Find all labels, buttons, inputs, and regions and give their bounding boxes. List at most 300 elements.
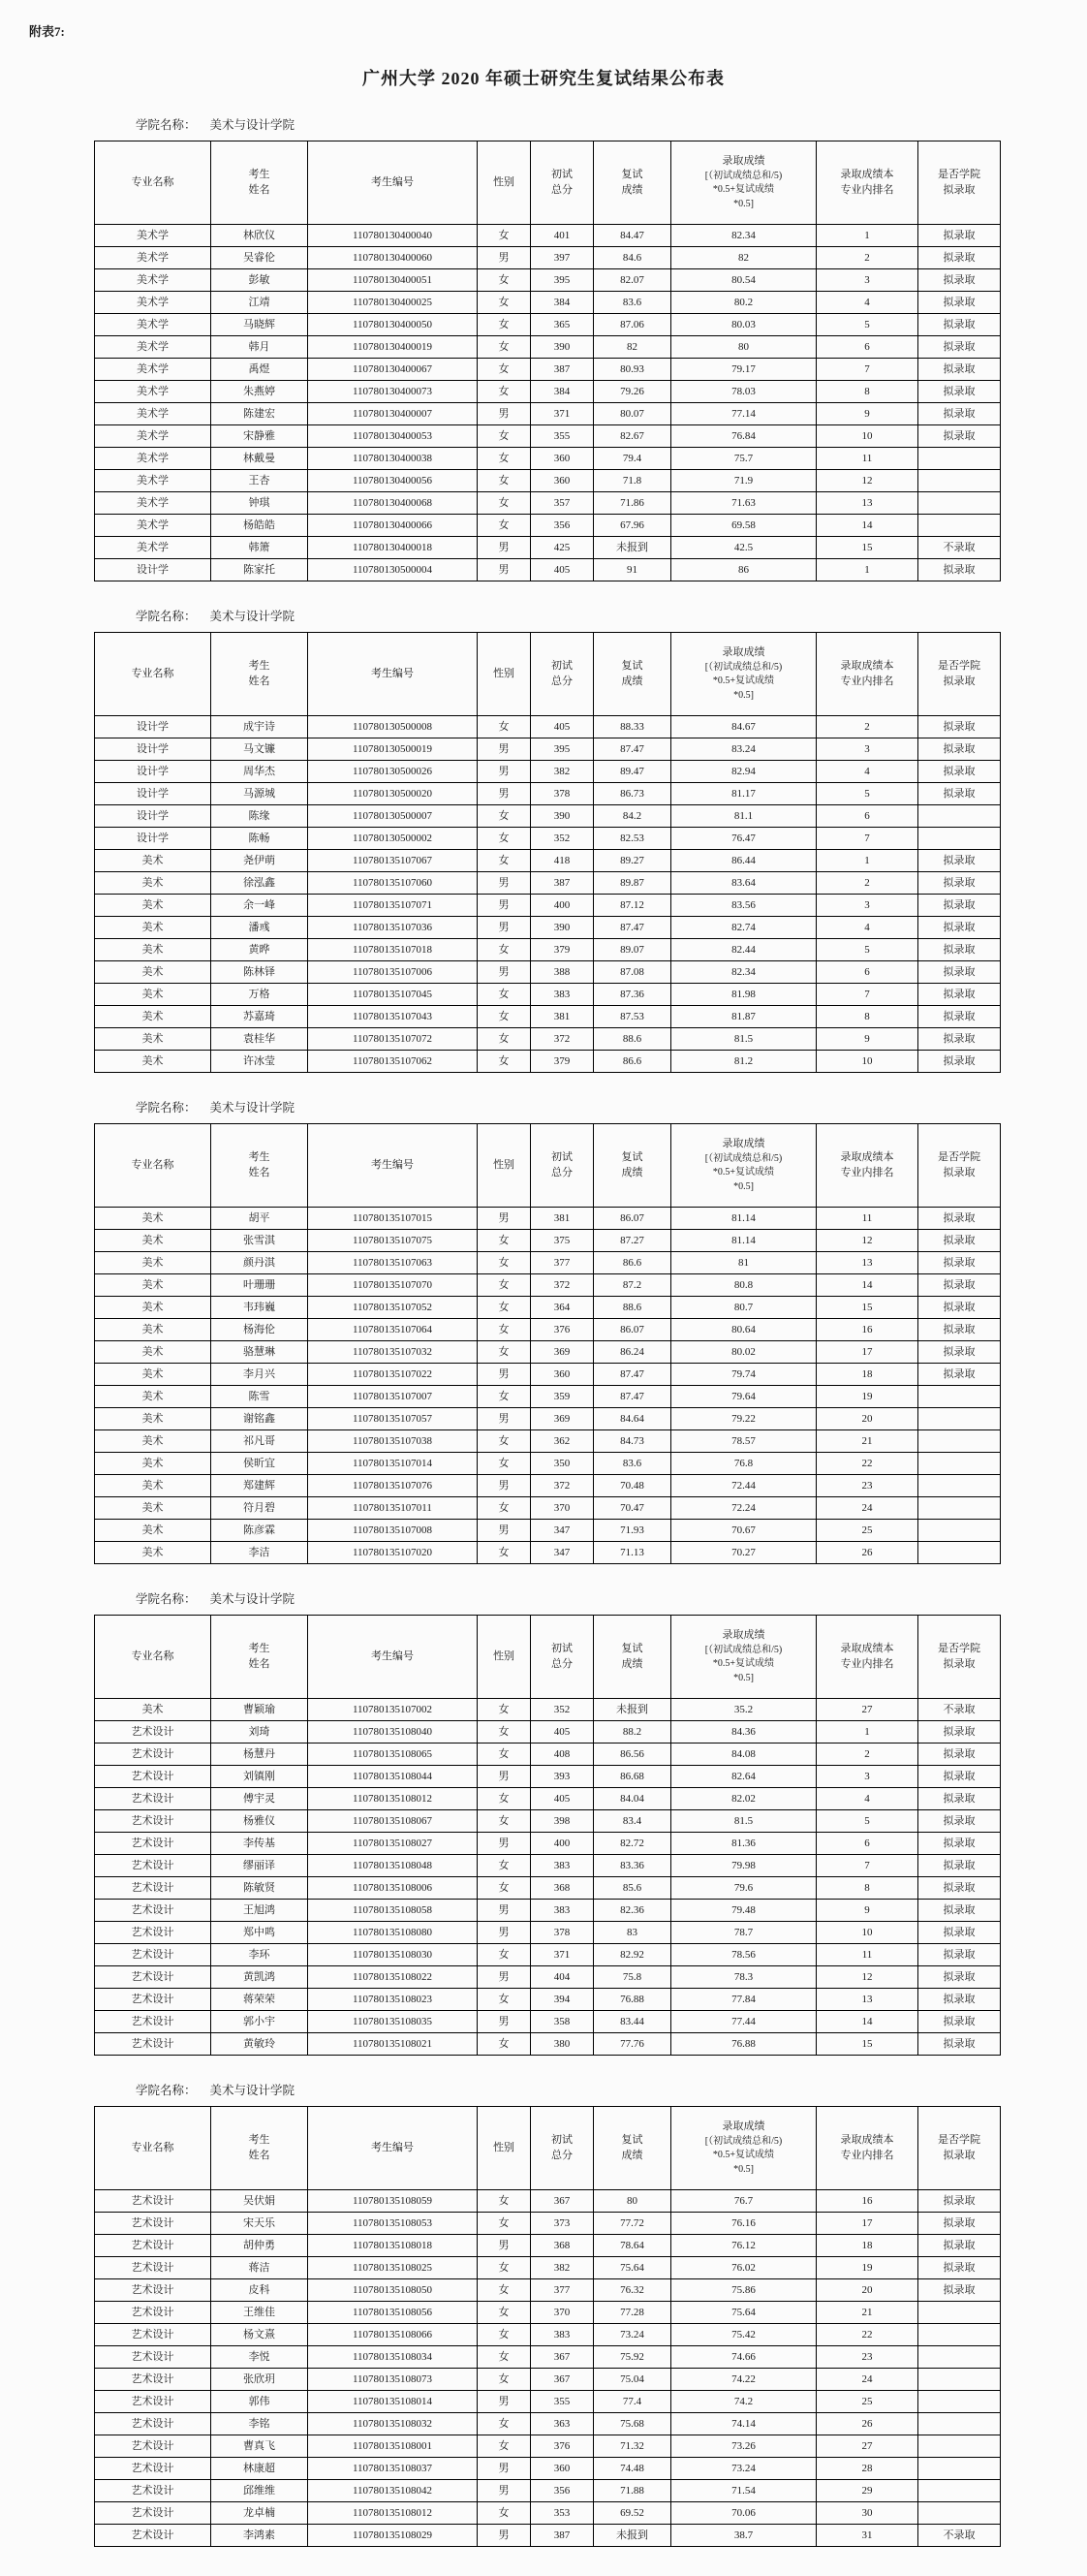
cell-admission-decision	[918, 1475, 1001, 1497]
header-row	[95, 1616, 1001, 1699]
cell-gender: 女	[478, 269, 531, 292]
table-header-row	[95, 1124, 1001, 1208]
cell-candidate-number: 110780135107022	[308, 1364, 478, 1386]
table-row	[95, 761, 1001, 783]
cell-rank-in-major: 2	[817, 247, 918, 269]
cell-major: 艺术设计	[95, 1721, 211, 1744]
cell-rank-in-major: 19	[817, 1386, 918, 1408]
cell-candidate-number: 110780135108032	[308, 2413, 478, 2435]
cell-candidate-number: 110780135108080	[308, 1922, 478, 1944]
cell-rank-in-major: 20	[817, 2279, 918, 2302]
cell-candidate-number: 110780130400053	[308, 425, 478, 448]
cell-major: 美术	[95, 984, 211, 1006]
cell-reexam-score: 75.68	[594, 2413, 671, 2435]
cell-gender: 男	[478, 2480, 531, 2502]
cell-candidate-name: 李洁	[211, 1542, 308, 1564]
column-header-candidate-number: 考生编号	[308, 2107, 478, 2190]
cell-candidate-number: 110780135108029	[308, 2525, 478, 2547]
cell-major: 设计学	[95, 559, 211, 581]
cell-rank-in-major: 21	[817, 1430, 918, 1453]
cell-admission-decision: 拟录取	[918, 2011, 1001, 2033]
cell-gender: 女	[478, 1274, 531, 1297]
cell-admission-score: 75.42	[671, 2324, 817, 2346]
cell-candidate-name: 胡平	[211, 1208, 308, 1230]
table-row	[95, 1900, 1001, 1922]
cell-candidate-number: 110780130500020	[308, 783, 478, 805]
results-section-3	[0, 1098, 1087, 1564]
cell-candidate-name: 苏嘉琦	[211, 1006, 308, 1028]
cell-gender: 女	[478, 716, 531, 738]
cell-rank-in-major: 11	[817, 448, 918, 470]
cell-rank-in-major: 12	[817, 1966, 918, 1989]
cell-admission-score: 79.98	[671, 1855, 817, 1877]
cell-gender: 男	[478, 247, 531, 269]
cell-candidate-number: 110780135108025	[308, 2257, 478, 2279]
cell-reexam-score: 82.53	[594, 828, 671, 850]
cell-rank-in-major: 8	[817, 1877, 918, 1900]
cell-rank-in-major: 25	[817, 2391, 918, 2413]
cell-admission-score: 81.2	[671, 1051, 817, 1073]
college-name-line	[136, 1589, 1087, 1607]
results-section-4	[0, 1589, 1087, 2056]
cell-rank-in-major: 6	[817, 961, 918, 984]
cell-major: 艺术设计	[95, 1900, 211, 1922]
cell-admission-score: 79.17	[671, 359, 817, 381]
cell-gender: 男	[478, 1364, 531, 1386]
cell-gender: 女	[478, 1453, 531, 1475]
table-row	[95, 1453, 1001, 1475]
cell-initial-exam-total: 398	[531, 1810, 594, 1833]
cell-rank-in-major: 8	[817, 1006, 918, 1028]
table-body	[95, 1699, 1001, 2056]
table-row	[95, 1341, 1001, 1364]
cell-admission-decision: 拟录取	[918, 425, 1001, 448]
cell-candidate-name: 颜丹淇	[211, 1252, 308, 1274]
table-row	[95, 2502, 1001, 2525]
cell-initial-exam-total: 356	[531, 2480, 594, 2502]
table-row	[95, 961, 1001, 984]
cell-admission-score: 80.7	[671, 1297, 817, 1319]
cell-reexam-score: 86.56	[594, 1744, 671, 1766]
cell-rank-in-major: 6	[817, 1833, 918, 1855]
cell-reexam-score: 79.4	[594, 448, 671, 470]
cell-reexam-score: 86.07	[594, 1319, 671, 1341]
cell-reexam-score: 88.2	[594, 1721, 671, 1744]
cell-candidate-number: 110780135107043	[308, 1006, 478, 1028]
column-header-rank-in-major: 录取成绩本 专业内排名	[817, 633, 918, 716]
table-row	[95, 359, 1001, 381]
column-header-initial-exam-total: 初试 总分	[531, 633, 594, 716]
column-header-major: 专业名称	[95, 1124, 211, 1208]
cell-initial-exam-total: 358	[531, 2011, 594, 2033]
column-header-admission-decision: 是否学院 拟录取	[918, 2107, 1001, 2190]
cell-initial-exam-total: 383	[531, 1900, 594, 1922]
cell-gender: 女	[478, 1542, 531, 1564]
cell-initial-exam-total: 372	[531, 1475, 594, 1497]
cell-major: 美术	[95, 1699, 211, 1721]
cell-major: 美术学	[95, 247, 211, 269]
table-row	[95, 1364, 1001, 1386]
cell-candidate-name: 陈林铎	[211, 961, 308, 984]
cell-admission-decision	[918, 1408, 1001, 1430]
table-row	[95, 1430, 1001, 1453]
cell-candidate-number: 110780135107011	[308, 1497, 478, 1520]
cell-admission-decision: 拟录取	[918, 1966, 1001, 1989]
cell-candidate-name: 叶珊珊	[211, 1274, 308, 1297]
cell-candidate-number: 110780135107071	[308, 895, 478, 917]
cell-reexam-score: 86.73	[594, 783, 671, 805]
cell-gender: 男	[478, 559, 531, 581]
cell-reexam-score: 75.64	[594, 2257, 671, 2279]
cell-initial-exam-total: 387	[531, 2525, 594, 2547]
cell-gender: 男	[478, 961, 531, 984]
cell-initial-exam-total: 371	[531, 403, 594, 425]
college-name: 美术与设计学院	[209, 1592, 295, 1606]
college-label: 学院名称：	[136, 1101, 197, 1115]
cell-admission-score: 80.2	[671, 292, 817, 314]
cell-rank-in-major: 11	[817, 1208, 918, 1230]
cell-major: 美术	[95, 850, 211, 872]
cell-initial-exam-total: 382	[531, 761, 594, 783]
cell-major: 美术学	[95, 314, 211, 336]
cell-initial-exam-total: 364	[531, 1297, 594, 1319]
cell-candidate-number: 110780135108030	[308, 1944, 478, 1966]
cell-candidate-number: 110780135108065	[308, 1744, 478, 1766]
table-row	[95, 783, 1001, 805]
column-header-rank-in-major: 录取成绩本 专业内排名	[817, 141, 918, 225]
cell-admission-decision: 拟录取	[918, 1208, 1001, 1230]
cell-rank-in-major: 1	[817, 225, 918, 247]
cell-gender: 女	[478, 1430, 531, 1453]
table-row	[95, 403, 1001, 425]
cell-initial-exam-total: 400	[531, 1833, 594, 1855]
cell-rank-in-major: 23	[817, 1475, 918, 1497]
cell-major: 美术	[95, 1051, 211, 1073]
cell-candidate-number: 110780135108035	[308, 2011, 478, 2033]
cell-gender: 女	[478, 828, 531, 850]
cell-initial-exam-total: 378	[531, 783, 594, 805]
cell-initial-exam-total: 355	[531, 2391, 594, 2413]
table-row	[95, 247, 1001, 269]
cell-rank-in-major: 28	[817, 2458, 918, 2480]
cell-gender: 女	[478, 515, 531, 537]
cell-admission-score: 78.56	[671, 1944, 817, 1966]
cell-admission-decision: 拟录取	[918, 850, 1001, 872]
cell-reexam-score: 82.67	[594, 425, 671, 448]
cell-candidate-number: 110780135107064	[308, 1319, 478, 1341]
cell-admission-score: 71.63	[671, 492, 817, 515]
cell-initial-exam-total: 359	[531, 1386, 594, 1408]
table-row	[95, 1230, 1001, 1252]
cell-rank-in-major: 10	[817, 1922, 918, 1944]
table-row	[95, 1855, 1001, 1877]
cell-reexam-score: 71.32	[594, 2435, 671, 2458]
cell-candidate-number: 110780135108059	[308, 2190, 478, 2213]
cell-candidate-name: 谢铭鑫	[211, 1408, 308, 1430]
cell-admission-decision: 拟录取	[918, 247, 1001, 269]
cell-admission-decision	[918, 448, 1001, 470]
cell-candidate-number: 110780135108012	[308, 2502, 478, 2525]
table-row	[95, 805, 1001, 828]
cell-candidate-number: 110780130400067	[308, 359, 478, 381]
table-row	[95, 2257, 1001, 2279]
cell-major: 美术	[95, 1028, 211, 1051]
cell-initial-exam-total: 353	[531, 2502, 594, 2525]
cell-gender: 男	[478, 2011, 531, 2033]
cell-admission-decision	[918, 2302, 1001, 2324]
cell-initial-exam-total: 387	[531, 872, 594, 895]
cell-admission-score: 84.08	[671, 1744, 817, 1766]
cell-reexam-score: 71.13	[594, 1542, 671, 1564]
cell-gender: 男	[478, 1833, 531, 1855]
table-row	[95, 292, 1001, 314]
cell-admission-score: 81.36	[671, 1833, 817, 1855]
cell-reexam-score: 84.6	[594, 247, 671, 269]
cell-rank-in-major: 5	[817, 783, 918, 805]
cell-reexam-score: 77.28	[594, 2302, 671, 2324]
table-row	[95, 2033, 1001, 2056]
cell-gender: 男	[478, 783, 531, 805]
cell-major: 美术学	[95, 359, 211, 381]
table-row	[95, 2324, 1001, 2346]
table-row	[95, 1252, 1001, 1274]
column-header-rank-in-major: 录取成绩本 专业内排名	[817, 1124, 918, 1208]
cell-major: 艺术设计	[95, 1877, 211, 1900]
cell-candidate-number: 110780135108006	[308, 1877, 478, 1900]
cell-candidate-name: 黄晔	[211, 939, 308, 961]
cell-gender: 女	[478, 359, 531, 381]
table-row	[95, 2458, 1001, 2480]
cell-reexam-score: 83.6	[594, 1453, 671, 1475]
cell-candidate-name: 张雪淇	[211, 1230, 308, 1252]
cell-candidate-name: 胡仲勇	[211, 2235, 308, 2257]
cell-initial-exam-total: 418	[531, 850, 594, 872]
cell-gender: 男	[478, 537, 531, 559]
cell-admission-score: 73.24	[671, 2458, 817, 2480]
cell-initial-exam-total: 384	[531, 292, 594, 314]
cell-candidate-name: 李铭	[211, 2413, 308, 2435]
cell-reexam-score: 87.47	[594, 738, 671, 761]
cell-initial-exam-total: 405	[531, 1721, 594, 1744]
cell-candidate-name: 尧伊萌	[211, 850, 308, 872]
cell-initial-exam-total: 388	[531, 961, 594, 984]
cell-admission-score: 79.74	[671, 1364, 817, 1386]
cell-admission-decision: 拟录取	[918, 1855, 1001, 1877]
cell-candidate-number: 110780135108058	[308, 1900, 478, 1922]
cell-gender: 女	[478, 1721, 531, 1744]
results-table	[94, 1615, 1001, 2056]
cell-major: 艺术设计	[95, 2369, 211, 2391]
cell-candidate-number: 110780135107038	[308, 1430, 478, 1453]
cell-reexam-score: 87.06	[594, 314, 671, 336]
cell-candidate-number: 110780130500007	[308, 805, 478, 828]
cell-initial-exam-total: 383	[531, 2324, 594, 2346]
cell-initial-exam-total: 405	[531, 716, 594, 738]
cell-major: 美术学	[95, 515, 211, 537]
college-name: 美术与设计学院	[209, 118, 295, 132]
cell-admission-decision: 不录取	[918, 2525, 1001, 2547]
table-row	[95, 2011, 1001, 2033]
cell-rank-in-major: 16	[817, 1319, 918, 1341]
cell-major: 美术学	[95, 470, 211, 492]
cell-candidate-number: 110780135107067	[308, 850, 478, 872]
cell-admission-score: 81.1	[671, 805, 817, 828]
cell-initial-exam-total: 387	[531, 359, 594, 381]
cell-candidate-name: 郭伟	[211, 2391, 308, 2413]
cell-admission-decision: 拟录取	[918, 1274, 1001, 1297]
cell-major: 艺术设计	[95, 2480, 211, 2502]
table-row	[95, 1028, 1001, 1051]
cell-gender: 女	[478, 2502, 531, 2525]
cell-candidate-name: 许冰莹	[211, 1051, 308, 1073]
cell-initial-exam-total: 377	[531, 2279, 594, 2302]
cell-gender: 男	[478, 1922, 531, 1944]
cell-admission-decision: 拟录取	[918, 1877, 1001, 1900]
cell-major: 美术	[95, 961, 211, 984]
cell-initial-exam-total: 375	[531, 1230, 594, 1252]
cell-candidate-number: 110780130400068	[308, 492, 478, 515]
cell-admission-decision: 拟录取	[918, 1028, 1001, 1051]
table-row	[95, 2480, 1001, 2502]
cell-major: 艺术设计	[95, 1966, 211, 1989]
cell-reexam-score: 80.07	[594, 403, 671, 425]
results-table	[94, 632, 1001, 1073]
cell-admission-score: 76.16	[671, 2213, 817, 2235]
cell-major: 美术	[95, 917, 211, 939]
cell-major: 艺术设计	[95, 2279, 211, 2302]
cell-candidate-number: 110780135107072	[308, 1028, 478, 1051]
cell-reexam-score: 87.27	[594, 1230, 671, 1252]
cell-admission-score: 81.14	[671, 1230, 817, 1252]
cell-rank-in-major: 5	[817, 1810, 918, 1833]
cell-reexam-score: 76.88	[594, 1989, 671, 2011]
cell-admission-decision	[918, 2435, 1001, 2458]
cell-initial-exam-total: 350	[531, 1453, 594, 1475]
column-header-candidate-name: 考生 姓名	[211, 141, 308, 225]
cell-major: 美术学	[95, 448, 211, 470]
cell-admission-decision	[918, 2413, 1001, 2435]
cell-major: 美术	[95, 1453, 211, 1475]
column-header-admission-score: 录取成绩 [（初试成绩总和/5) *0.5+复试成绩 *0.5]	[671, 2107, 817, 2190]
cell-admission-decision: 拟录取	[918, 1788, 1001, 1810]
table-row	[95, 448, 1001, 470]
cell-reexam-score: 84.2	[594, 805, 671, 828]
cell-admission-decision: 拟录取	[918, 895, 1001, 917]
table-row	[95, 1475, 1001, 1497]
cell-admission-score: 79.48	[671, 1900, 817, 1922]
cell-candidate-name: 宋天乐	[211, 2213, 308, 2235]
cell-gender: 男	[478, 1900, 531, 1922]
cell-initial-exam-total: 370	[531, 1497, 594, 1520]
cell-candidate-name: 李悦	[211, 2346, 308, 2369]
cell-initial-exam-total: 381	[531, 1208, 594, 1230]
cell-admission-decision: 拟录取	[918, 716, 1001, 738]
cell-reexam-score: 67.96	[594, 515, 671, 537]
column-header-gender: 性别	[478, 2107, 531, 2190]
cell-admission-decision: 拟录取	[918, 1900, 1001, 1922]
cell-initial-exam-total: 368	[531, 1877, 594, 1900]
cell-rank-in-major: 17	[817, 2213, 918, 2235]
cell-candidate-number: 110780135107006	[308, 961, 478, 984]
table-row	[95, 1319, 1001, 1341]
cell-candidate-name: 王维佳	[211, 2302, 308, 2324]
cell-candidate-name: 李传基	[211, 1833, 308, 1855]
cell-candidate-name: 郑中鸣	[211, 1922, 308, 1944]
table-row	[95, 1408, 1001, 1430]
table-body	[95, 225, 1001, 581]
cell-admission-decision	[918, 1497, 1001, 1520]
cell-initial-exam-total: 376	[531, 2435, 594, 2458]
table-row	[95, 2213, 1001, 2235]
cell-rank-in-major: 27	[817, 1699, 918, 1721]
cell-initial-exam-total: 384	[531, 381, 594, 403]
cell-admission-score: 76.8	[671, 1453, 817, 1475]
cell-major: 美术	[95, 1274, 211, 1297]
cell-admission-decision	[918, 2391, 1001, 2413]
cell-candidate-name: 陈缘	[211, 805, 308, 828]
cell-rank-in-major: 10	[817, 425, 918, 448]
college-name: 美术与设计学院	[209, 610, 295, 623]
cell-admission-score: 77.14	[671, 403, 817, 425]
cell-admission-decision: 拟录取	[918, 1341, 1001, 1364]
table-row	[95, 1721, 1001, 1744]
cell-rank-in-major: 4	[817, 1788, 918, 1810]
cell-rank-in-major: 23	[817, 2346, 918, 2369]
cell-gender: 女	[478, 2279, 531, 2302]
cell-admission-score: 80.03	[671, 314, 817, 336]
cell-candidate-number: 110780130400073	[308, 381, 478, 403]
cell-candidate-name: 潘彧	[211, 917, 308, 939]
cell-candidate-name: 蒋洁	[211, 2257, 308, 2279]
column-header-reexam-score: 复试 成绩	[594, 2107, 671, 2190]
college-label: 学院名称：	[136, 610, 197, 623]
cell-candidate-number: 110780130500026	[308, 761, 478, 783]
cell-gender: 女	[478, 1989, 531, 2011]
cell-admission-score: 78.03	[671, 381, 817, 403]
column-header-candidate-name: 考生 姓名	[211, 1124, 308, 1208]
college-name: 美术与设计学院	[209, 2084, 295, 2097]
cell-reexam-score: 71.8	[594, 470, 671, 492]
cell-gender: 女	[478, 850, 531, 872]
cell-rank-in-major: 15	[817, 537, 918, 559]
cell-candidate-name: 陈彦霖	[211, 1520, 308, 1542]
cell-initial-exam-total: 401	[531, 225, 594, 247]
cell-admission-score: 71.9	[671, 470, 817, 492]
cell-gender: 女	[478, 381, 531, 403]
cell-candidate-name: 符月碧	[211, 1497, 308, 1520]
cell-initial-exam-total: 367	[531, 2190, 594, 2213]
cell-candidate-number: 110780135107014	[308, 1453, 478, 1475]
table-row	[95, 2279, 1001, 2302]
cell-admission-decision	[918, 828, 1001, 850]
cell-admission-score: 38.7	[671, 2525, 817, 2547]
cell-candidate-name: 万格	[211, 984, 308, 1006]
cell-candidate-number: 110780130400056	[308, 470, 478, 492]
cell-rank-in-major: 29	[817, 2480, 918, 2502]
cell-admission-score: 75.64	[671, 2302, 817, 2324]
cell-reexam-score: 87.2	[594, 1274, 671, 1297]
table-row	[95, 1006, 1001, 1028]
table-body	[95, 716, 1001, 1073]
cell-admission-score: 82.02	[671, 1788, 817, 1810]
cell-rank-in-major: 5	[817, 939, 918, 961]
cell-rank-in-major: 5	[817, 314, 918, 336]
cell-admission-score: 70.06	[671, 2502, 817, 2525]
cell-initial-exam-total: 371	[531, 1944, 594, 1966]
cell-candidate-number: 110780135107045	[308, 984, 478, 1006]
cell-admission-score: 79.6	[671, 1877, 817, 1900]
table-row	[95, 1766, 1001, 1788]
